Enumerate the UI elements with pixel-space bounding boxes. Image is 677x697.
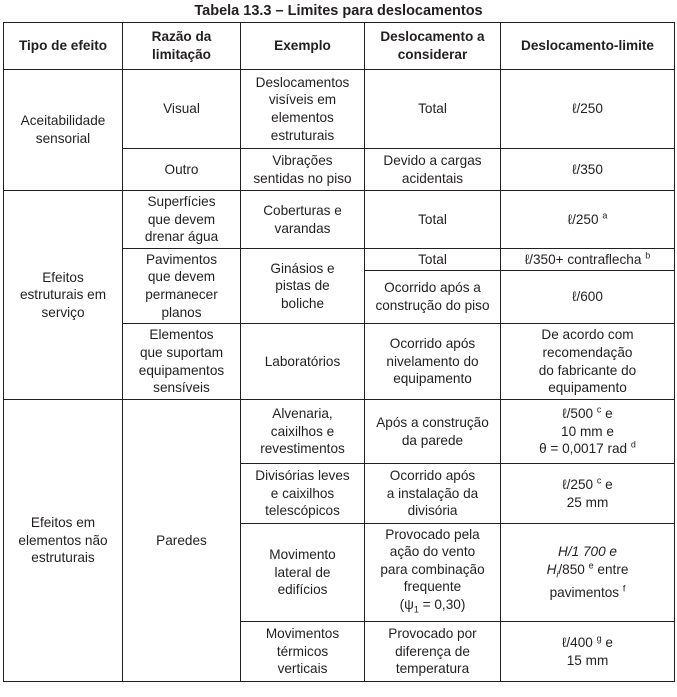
table-row xyxy=(4,400,675,464)
limite-cell: ℓ/500 $^c$ e 10 mm e θ = 0,0017 rad $^d$ xyxy=(501,400,675,464)
limite-cell: ℓ/250 xyxy=(501,70,675,149)
header-limite: Deslocamento-limite xyxy=(501,23,675,70)
deslocamento-cell: Total xyxy=(365,191,501,249)
header-tipo: Tipo de efeito xyxy=(4,23,123,70)
table-title: Tabela 13.3 – Limites para deslocamentos xyxy=(194,3,483,19)
limite-cell: ℓ/350+ contraflecha $^b$ xyxy=(501,249,675,271)
tipo-aceitabilidade: Aceitabilidade sensorial xyxy=(4,70,123,191)
razao-cell: Outro xyxy=(123,149,241,191)
deslocamento-cell: Provocado pela ação do vento para combinação frequente $(\psi_1 = 0,30)$ xyxy=(365,524,501,622)
razao-cell: Visual xyxy=(123,70,241,149)
tipo-estruturais: Efeitos estruturais em serviço xyxy=(4,191,123,400)
exemplo-cell: Alvenaria, caixilhos e revestimentos xyxy=(241,400,365,464)
limite-cell: ℓ/350 xyxy=(501,149,675,191)
table-row xyxy=(4,191,675,249)
deslocamento-cell: Total xyxy=(365,249,501,271)
limits-table xyxy=(3,22,675,682)
header-row xyxy=(4,23,675,70)
deslocamento-cell: Ocorrido após a instalação da divisória xyxy=(365,464,501,524)
exemplo-cell: Ginásios e pistas de boliche xyxy=(241,249,365,324)
deslocamento-cell: Ocorrido após a construção do piso xyxy=(365,271,501,324)
limite-cell: ℓ/600 xyxy=(501,271,675,324)
exemplo-cell: Laboratórios xyxy=(241,324,365,400)
limite-cell: H/1 700 e $H_i/850$ $^e$ entre pavimentos $^f$ xyxy=(501,524,675,622)
exemplo-cell: Movimentos térmicos verticais xyxy=(241,622,365,682)
razao-cell: Elementos que suportam equipamentos sensíveis xyxy=(123,324,241,400)
limite-cell: ℓ/250 $^c$ e 25 mm xyxy=(501,464,675,524)
table-row xyxy=(4,70,675,149)
exemplo-cell: Coberturas e varandas xyxy=(241,191,365,249)
exemplo-cell: Divisórias leves e caixilhos telescópicos xyxy=(241,464,365,524)
header-razao: Razão da limitação xyxy=(123,23,241,70)
limite-cell: ℓ/400 $^g$ e 15 mm xyxy=(501,622,675,682)
exemplo-cell: Movimento lateral de edifícios xyxy=(241,524,365,622)
deslocamento-cell: Ocorrido após nivelamento do equipamento xyxy=(365,324,501,400)
razao-cell: Pavimentos que devem permanecer planos xyxy=(123,249,241,324)
limite-cell: ℓ/250 $^a$ xyxy=(501,191,675,249)
razao-cell: Superfícies que devem drenar água xyxy=(123,191,241,249)
deslocamento-cell: Devido a cargas acidentais xyxy=(365,149,501,191)
razao-paredes: Paredes xyxy=(123,400,241,682)
header-exemplo: Exemplo xyxy=(241,23,365,70)
exemplo-cell: Vibrações sentidas no piso xyxy=(241,149,365,191)
limite-cell: De acordo com recomendação do fabricante do equipamento xyxy=(501,324,675,400)
header-deslocamento: Deslocamento a considerar xyxy=(365,23,501,70)
tipo-nao-estruturais: Efeitos em elementos não estruturais xyxy=(4,400,123,682)
exemplo-cell: Deslocamentos visíveis em elementos estruturais xyxy=(241,70,365,149)
deslocamento-cell: Provocado por diferença de temperatura xyxy=(365,622,501,682)
deslocamento-cell: Total xyxy=(365,70,501,149)
deslocamento-cell: Após a construção da parede xyxy=(365,400,501,464)
